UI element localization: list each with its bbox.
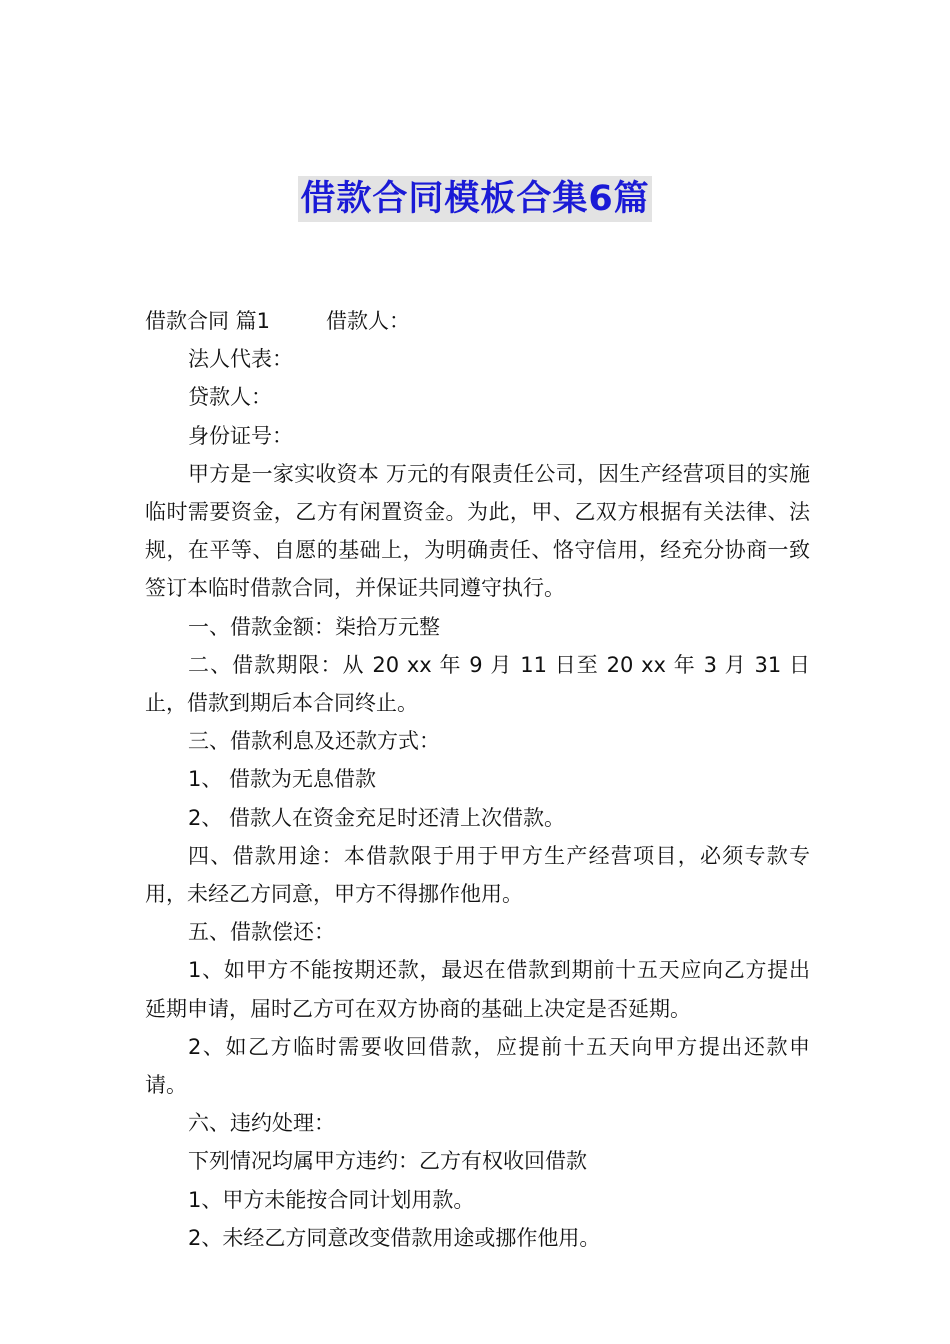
paragraph-repay-heading: 五、借款偿还：	[188, 920, 335, 945]
paragraph-list	[145, 340, 810, 1257]
document-title: 借款合同模板合集6篇	[298, 176, 651, 222]
paragraph-purpose: 四、借款用途：本借款限于用于甲方生产经营项目，必须专款专用，未经乙方同意，甲方不得挪作他用。	[145, 843, 810, 907]
paragraph-breach-2: 2、未经乙方同意改变借款用途或挪作他用。	[188, 1225, 601, 1250]
title-container	[0, 176, 950, 222]
paragraph-interest-1: 1、 借款为无息借款	[188, 767, 377, 792]
paragraph-interest-heading: 三、借款利息及还款方式：	[188, 729, 440, 754]
document-body	[145, 302, 810, 1257]
paragraph-repay-2: 2、如乙方临时需要收回借款，应提前十五天向甲方提出还款申请。	[145, 1034, 810, 1098]
paragraph-repay-1: 1、如甲方不能按期还款，最迟在借款到期前十五天应向乙方提出延期申请，届时乙方可在双方协商的基础上决定是否延期。	[145, 958, 810, 1021]
first-line	[145, 302, 810, 340]
paragraph-interest-2: 2、 借款人在资金充足时还清上次借款。	[188, 805, 566, 830]
paragraph-legal-rep: 法人代表：	[188, 347, 293, 372]
paragraph-term: 二、借款期限：从 20 xx 年 9 月 11 日至 20 xx 年 3 月 31 日止，借款到期后本合同终止。	[145, 652, 810, 716]
paragraph-id-number: 身份证号：	[188, 423, 293, 448]
section-heading: 借款合同 篇1	[145, 309, 271, 333]
borrower-label: 借款人：	[326, 309, 411, 333]
paragraph-breach-1: 1、甲方未能按合同计划用款。	[188, 1187, 475, 1212]
paragraph-intro: 甲方是一家实收资本 万元的有限责任公司，因生产经营项目的实施临时需要资金，乙方有闲置资金。为此，甲、乙双方根据有关法律、法规，在平等、自愿的基础上，为明确责任、恪守信用，经充分协商一致签订本临时借款合同，并保证共同遵守执行。	[145, 461, 810, 601]
paragraph-breach-heading: 六、违约处理：	[188, 1111, 335, 1136]
paragraph-amount: 一、借款金额：柒拾万元整	[188, 614, 440, 639]
paragraph-breach-intro: 下列情况均属甲方违约：乙方有权收回借款	[188, 1149, 587, 1174]
paragraph-lender: 贷款人：	[188, 385, 272, 410]
